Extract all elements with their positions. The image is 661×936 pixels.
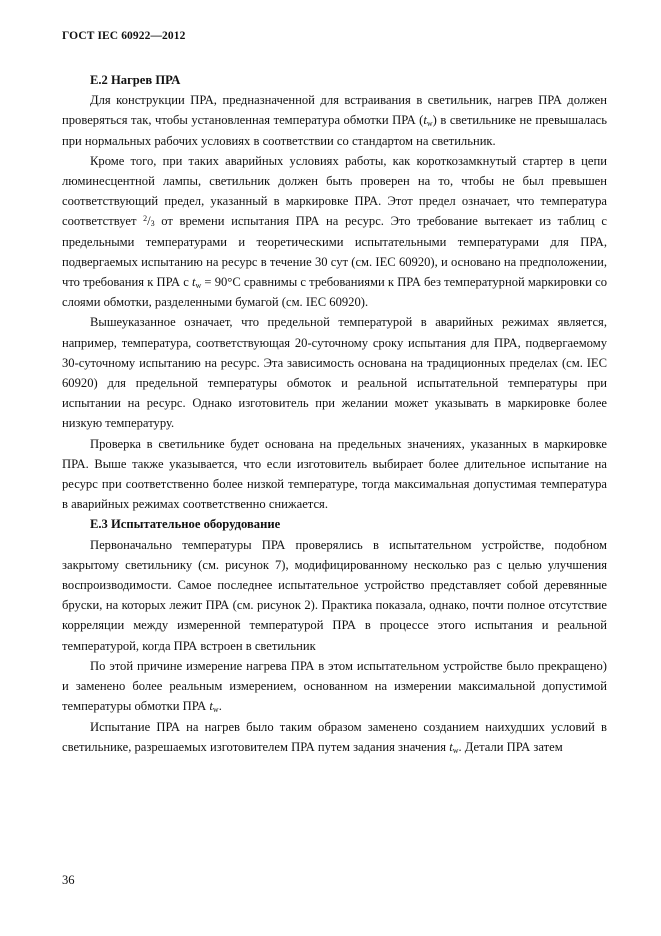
paragraph-e3-2: По этой причине измерение нагрева ПРА в этом испытательном устройстве было прекращено) и заменено более реальным измерением, основанном на измерении максимальной допустимой температуры обмотки ПРА $t_w$. xyxy=(62,658,607,715)
page-number: 36 xyxy=(62,873,75,887)
section-title-e3: E.3 Испытательное оборудование xyxy=(90,517,281,532)
paragraph-e2-4: Проверка в светильнике будет основана на предельных значениях, указанных в маркировке ПРА. Выше также указывается, что если изготовитель выбирает более длительное испытание на ресурс при соответственно более низкой температуре, тогда максимальная допустимая температура в аварийных режимах соответственно снижается. xyxy=(62,436,607,512)
paragraph-e3-3: Испытание ПРА на нагрев было таким образом заменено созданием наихудших условий в светильнике, разрешаемых изготовителем ПРА путем задания значения $t_w$. Детали ПРА затем xyxy=(62,719,607,755)
document-header-code: ГОСТ IEC 60922—2012 xyxy=(62,30,186,42)
paragraph-e2-1: Для конструкции ПРА, предназначенной для встраивания в светильник, нагрев ПРА должен проверяться так, чтобы установленная температура обмотки ПРА $(t_w)$ в светильнике не превышалась при нормальных рабочих условиях в соответствии со стандартом на светильник. xyxy=(62,93,607,148)
paragraph-e2-3: Вышеуказанное означает, что предельной температурой в аварийных режимах является, например, температура, соответствующая 20-суточному сроку испытания для ПРА, подвергаемому 30-суточному испытанию на ресурс. Эта зависимость основана на традиционных пределах (см. IEC 60920) для предельной температуры обмоток и реальной испытательной температуры при испытании на ресурс. Однако изготовитель при желании может указывать в маркировке более низкую температуру. xyxy=(62,315,607,431)
paragraph-e2-2: Кроме того, при таких аварийных условиях работы, как короткозамкнутый стартер в цепи люминесцентной лампы, светильник должен быть проверен на то, чтобы не был превышен соответствующий предел, указанный в маркировке ПРА. Этот предел означает, что температура соответствует $^2/_3$ от времени испытания ПРА на ресурс. Это требование вытекает из таблиц с предельными температурами и теоретическими испытательными температурами для ПРА, подвергаемых испытанию на ресурс в течение 30 сут (см. IEC 60920), и основано на предположении, что требования к ПРА с $t_w = 90^\circ С$ сравнимы с требованиями к ПРА без температурной маркировки со слоями обмотки, разделенными бумагой (см. IEC 60920). xyxy=(62,153,607,310)
paragraph-e3-1: Первоначально температуры ПРА проверялись в испытательном устройстве, подобном закрытому светильнику (см. рисунок 7), модифицированному несколько раз с целью улучшения воспроизводимости. Самое последнее испытательное устройство представляет собой деревянные бруски, на которых лежит ПРА (см. рисунок 2). Практика показала, однако, почти полное отсутствие корреляции между измеренной температурой ПРА в процессе этого испытания и реальной температурой, когда ПРА встроен в светильник xyxy=(62,537,607,653)
fraction-two-thirds: $^2/_3$ xyxy=(143,214,155,229)
document-body xyxy=(62,70,607,757)
section-title-e2: E.2 Нагрев ПРА xyxy=(90,73,181,87)
